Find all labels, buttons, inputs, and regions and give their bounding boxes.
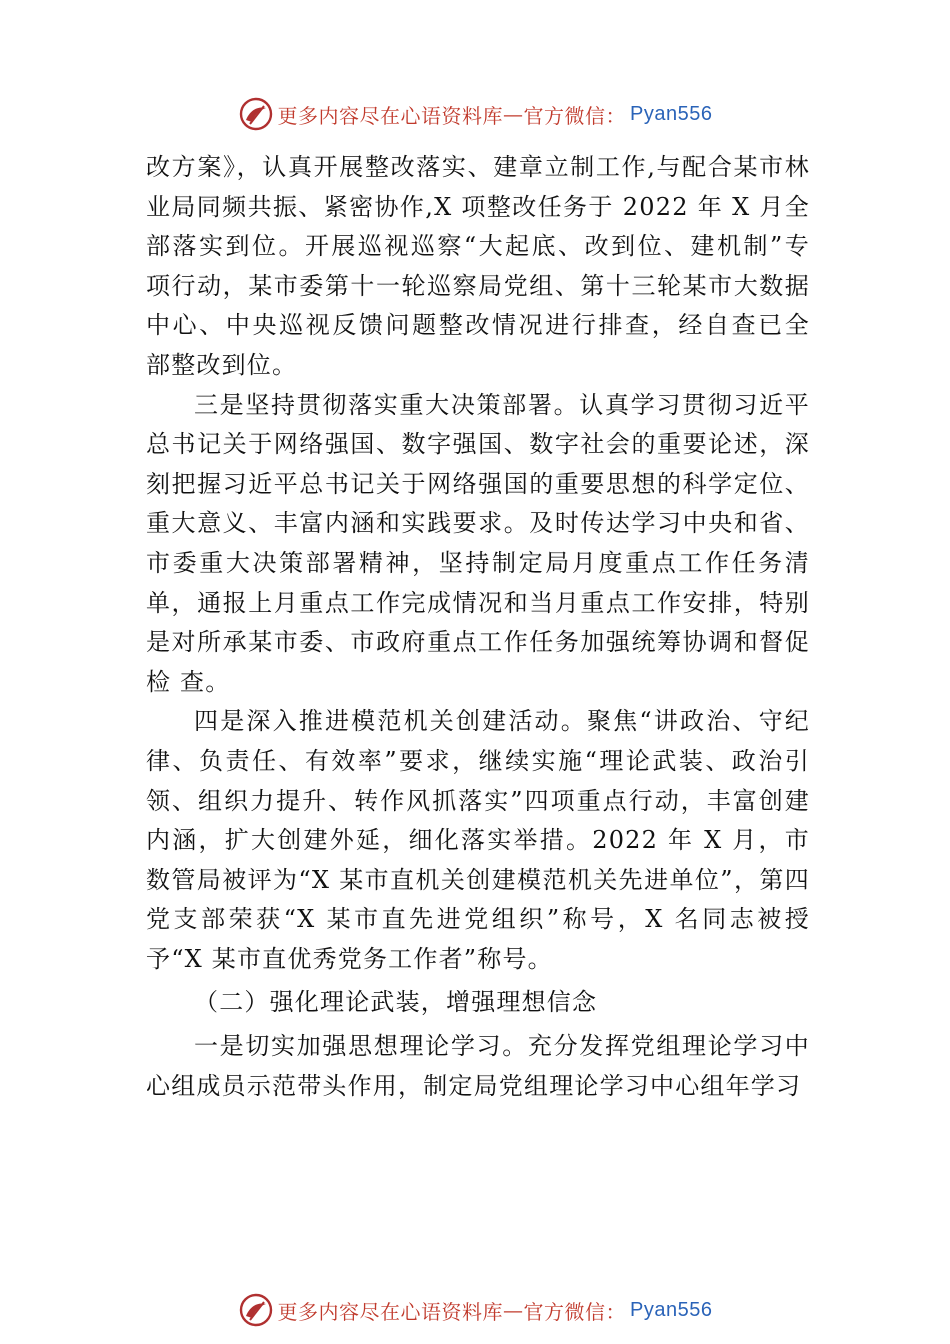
watermark-separator: —	[503, 1298, 524, 1322]
section-heading: （二）强化理论武装，增强理想信念	[194, 988, 598, 1017]
paragraph-theory-study: 一是切实加强思想理论学习。充分发挥党组理论学习中心组成员示范带头作用，制定局党组理论学习中心组年学习	[146, 1032, 810, 1100]
paragraph-continuation: 改方案》，认真开展整改落实、建章立制工作,与配合某市林业局同频共振、紧密协作,X 项整改任务于 2022 年 X 月全部落实到位。开展巡视巡察“大起底、改到位、建机制”专 项行动，某市委第十一轮巡察局党组、第十三轮某市大数据中心、中央巡视反馈问题整改情况进行排查，经自查已全 部整改到位。	[146, 153, 810, 379]
watermark-label: 官方微信：	[523, 1299, 627, 1324]
footer-watermark	[0, 1288, 950, 1332]
logo-icon	[238, 96, 274, 132]
watermark-title: 更多内容尽在心语资料库	[277, 1299, 504, 1324]
watermark-wechat-id: Pyan556	[630, 1298, 713, 1321]
paragraph-decision-deployment: 三是坚持贯彻落实重大决策部署。认真学习贯彻习近平总书记关于网络强国、数字强国、数字社会的重要论述，深刻把握习近平总书记关于网络强国的重要思想的科学定位、重大意义、丰富内涵和实践要求。及时传达学习中央和省、市委重大决策部署精神，坚持制定局月度重点工作任务清单，通报上月重点工作完成情况和当月重点工作安排，特别是对所承某市委、市政府重点工作任务加强统筹协调和督促检 查。	[146, 390, 810, 696]
watermark-wechat-id: Pyan556	[630, 102, 713, 125]
document-body	[146, 148, 810, 1106]
header-watermark	[0, 92, 950, 136]
paragraph-model-agency: 四是深入推进模范机关创建活动。聚焦“讲政治、守纪律、负责任、有效率”要求，继续实施“理论武装、政治引领、组织力提升、转作风抓落实”四项重点行动，丰富创建内涵，扩大创建外延，细化落实举措。2022 年 X 月，市数管局被评为“X 某市直机关创建模范机关先进单位”，第四党支部荣获“X 某市直先进党组织”称号，X 名同志被授予“X 某市直优秀党务工作者”称号。	[146, 707, 810, 973]
watermark-label: 官方微信：	[523, 103, 627, 128]
logo-icon	[238, 1292, 274, 1328]
watermark-separator: —	[503, 102, 524, 126]
watermark-title: 更多内容尽在心语资料库	[277, 103, 504, 128]
